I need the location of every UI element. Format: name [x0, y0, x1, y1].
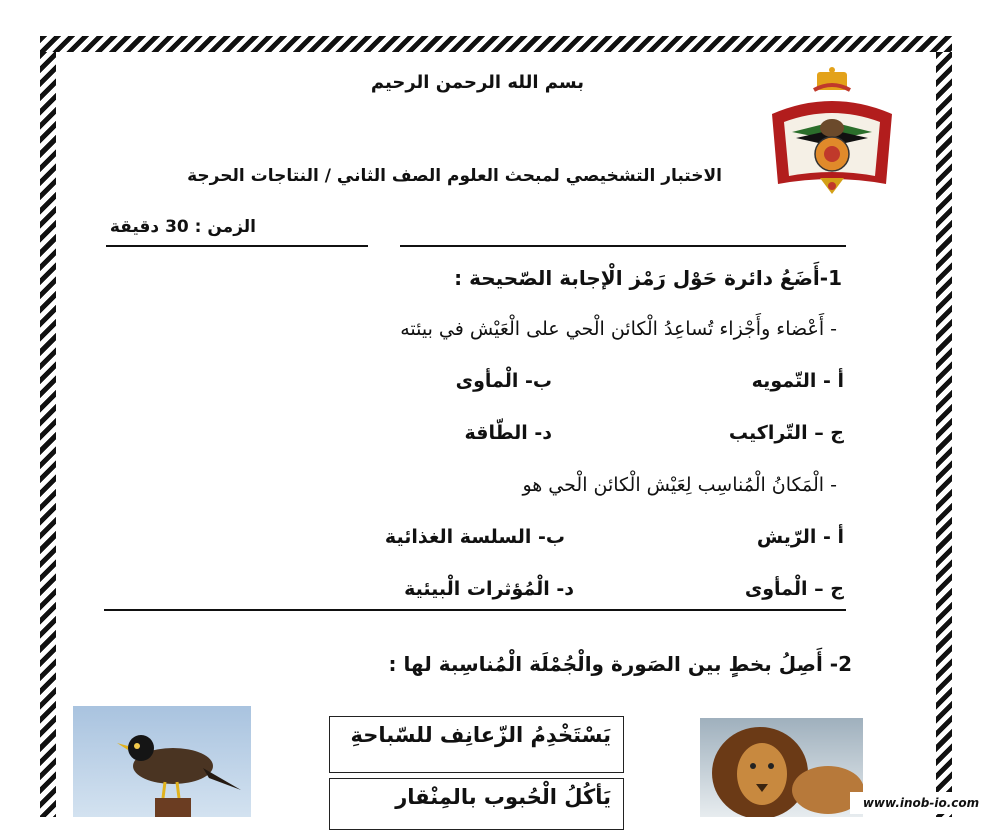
q1-item1-option-b: ب- الْمأوى: [455, 370, 552, 392]
lion-photo: [700, 718, 863, 817]
decorative-border-left: [40, 52, 56, 817]
q1-heading: 1-أَضَعُ دائرة حَوْل رَمْز الْإجابة الصّحيحة :: [454, 266, 842, 290]
sentence-box-2: [329, 778, 624, 830]
q1-item1-option-c: ج – التّراكيب: [728, 422, 844, 444]
q1-item2-stem: - الْمَكانُ الْمُناسِب لِعَيْش الْكائن الْحي هو: [522, 474, 837, 496]
jordan-coat-of-arms-icon: [762, 66, 902, 198]
q1-item2-option-a: أ - الرّيش: [756, 526, 844, 548]
header-line-left: [106, 245, 368, 247]
time-label: الزمن : 30 دقيقة: [109, 217, 256, 237]
section-divider: [104, 609, 846, 611]
sentence-box-1: [329, 716, 624, 773]
decorative-border-right: [936, 52, 952, 817]
q1-item1-option-a: أ - التّمويه: [751, 370, 844, 392]
watermark: www.inob-io.com: [850, 792, 992, 814]
page-title: الاختبار التشخيصي لمبحث العلوم الصف الثاني / النتاجات الحرجة: [187, 166, 722, 186]
bird-photo: [73, 706, 251, 817]
sentence-2: يَأكُلُ الْحُبوب بالمِنْقار: [395, 785, 611, 809]
basmala: بسم الله الرحمن الرحيم: [370, 72, 584, 93]
sentence-1: يَسْتَخْدِمُ الزّعانِف للسّباحةِ: [350, 723, 611, 747]
q1-item1-option-d: د- الطّاقة: [464, 422, 552, 444]
q1-item2-option-d: د- الْمُؤثرات الْبيئية: [404, 578, 574, 600]
decorative-border-top: [40, 36, 952, 52]
q1-item1-stem: - أَعْضاء وأَجْزاء تُساعِدُ الْكائن الْحي على الْعَيْش في بيئته: [400, 318, 837, 340]
q1-item2-option-b: ب- السلسة الغذائية: [384, 526, 565, 548]
q1-item2-option-c: ج – الْمأوى: [744, 578, 844, 600]
q2-heading: 2- أَصِلُ بخطٍ بين الصَورة والْجُمْلَة الْمُناسِبة لها :: [388, 652, 852, 676]
header-line-right: [400, 245, 846, 247]
